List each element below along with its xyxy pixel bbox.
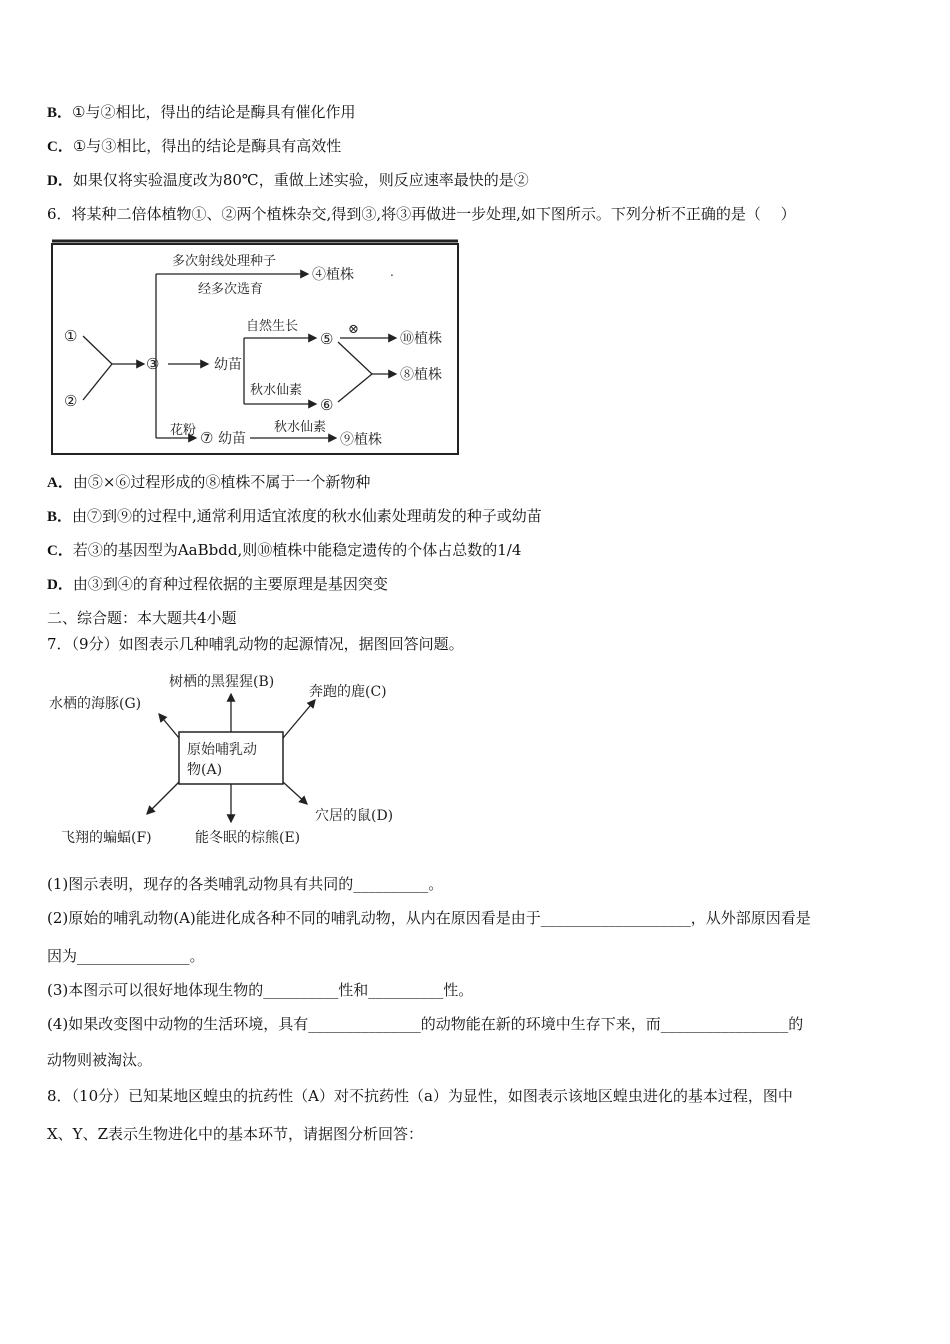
label-b: 树栖的黑猩猩(B) [169,674,275,690]
q6-option-c: C．若③的基因型为AaBbdd,则⑩植株中能稳定遗传的个体占总数的1/4 [47,541,522,559]
node-3: ③ [146,355,160,373]
result-10: ⑩植株 [400,331,442,347]
q8-stem-1: 8．（10分）已知某地区蝗虫的抗药性（A）对不抗药性（a）为显性，如图表示该地区蝗虫进化的基本过程，图中 [47,1087,793,1105]
q6-stem: 6．将某种二倍体植物①、②两个植株杂交,得到③,将③再做进一步处理,如下图所示。下列分析不正确的是（ ） [47,205,796,223]
label-seedling: 幼苗 [214,357,242,373]
node-1: ① [64,327,78,345]
node-7: ⑦ [200,429,214,447]
node-2: ② [64,392,78,410]
label-c: 奔跑的鹿(C) [309,684,387,700]
node-5: ⑤ [320,330,334,348]
label-radiation: 多次射线处理种子 [172,254,277,269]
option-b-prev: B．①与②相比，得出的结论是酶具有催化作用 [47,103,356,121]
section-two-heading: 二、综合题：本大题共4小题 [47,609,237,627]
label-e: 能冬眠的棕熊(E) [195,830,301,846]
q7-sub-2-cont: 因为_______________。 [47,947,205,965]
q6-option-a: A．由⑤×⑥过程形成的⑧植株不属于一个新物种 [47,473,371,491]
q7-sub-1: (1)图示表明，现存的各类哺乳动物具有共同的__________。 [47,875,444,893]
result-9: ⑨植株 [340,432,382,448]
option-c-prev: C．①与③相比，得出的结论是酶具有高效性 [47,137,342,155]
q7-sub-2: (2)原始的哺乳动物(A)能进化成各种不同的哺乳动物，从内在原因看是由于____________________，从外部原因看是 [47,909,811,927]
stray-dot: . [390,265,394,279]
option-d-prev: D．如果仅将实验温度改为80℃，重做上述实验，则反应速率最快的是② [47,171,529,189]
q7-sub-4: (4)如果改变图中动物的生活环境，具有_______________的动物能在新的环境中生存下来，而_________________的 [47,1015,804,1033]
label-d: 穴居的鼠(D) [315,808,394,824]
q6-option-d: D．由③到④的育种过程依据的主要原理是基因突变 [47,575,388,593]
q6-option-b: B．由⑦到⑨的过程中,通常利用适宜浓度的秋水仙素处理萌发的种子或幼苗 [47,507,542,525]
node-6: ⑥ [320,396,334,414]
label-colchicine: 秋水仙素 [250,383,303,398]
q7-sub-3: (3)本图示可以很好地体现生物的__________性和__________性。 [47,981,474,999]
label-selection: 经多次选育 [198,282,264,297]
q7-stem: 7．（9分）如图表示几种哺乳动物的起源情况，据图回答问题。 [47,635,464,653]
label-colchicine-2: 秋水仙素 [274,420,327,435]
center-line-2: 物(A) [187,762,223,778]
diagram-frame [52,244,458,454]
q6-breeding-diagram [50,238,462,456]
label-f: 飞翔的蝙蝠(F) [61,830,152,846]
result-8: ⑧植株 [400,367,442,383]
label-pollen: 花粉 [170,423,197,438]
result-4: ④植株 [312,267,354,283]
label-g: 水栖的海豚(G) [49,696,142,712]
label-seedling-2: 幼苗 [218,431,246,447]
q7-sub-4-cont: 动物则被淘汰。 [47,1051,153,1069]
label-natural: 自然生长 [246,319,299,334]
center-line-1: 原始哺乳动 [187,742,257,758]
q7-mammal-diagram [47,664,427,852]
q8-stem-2: X、Y、Z表示生物进化中的基本环节，请据图分析回答： [47,1125,424,1143]
self-cross-symbol: ⊗ [348,322,359,337]
